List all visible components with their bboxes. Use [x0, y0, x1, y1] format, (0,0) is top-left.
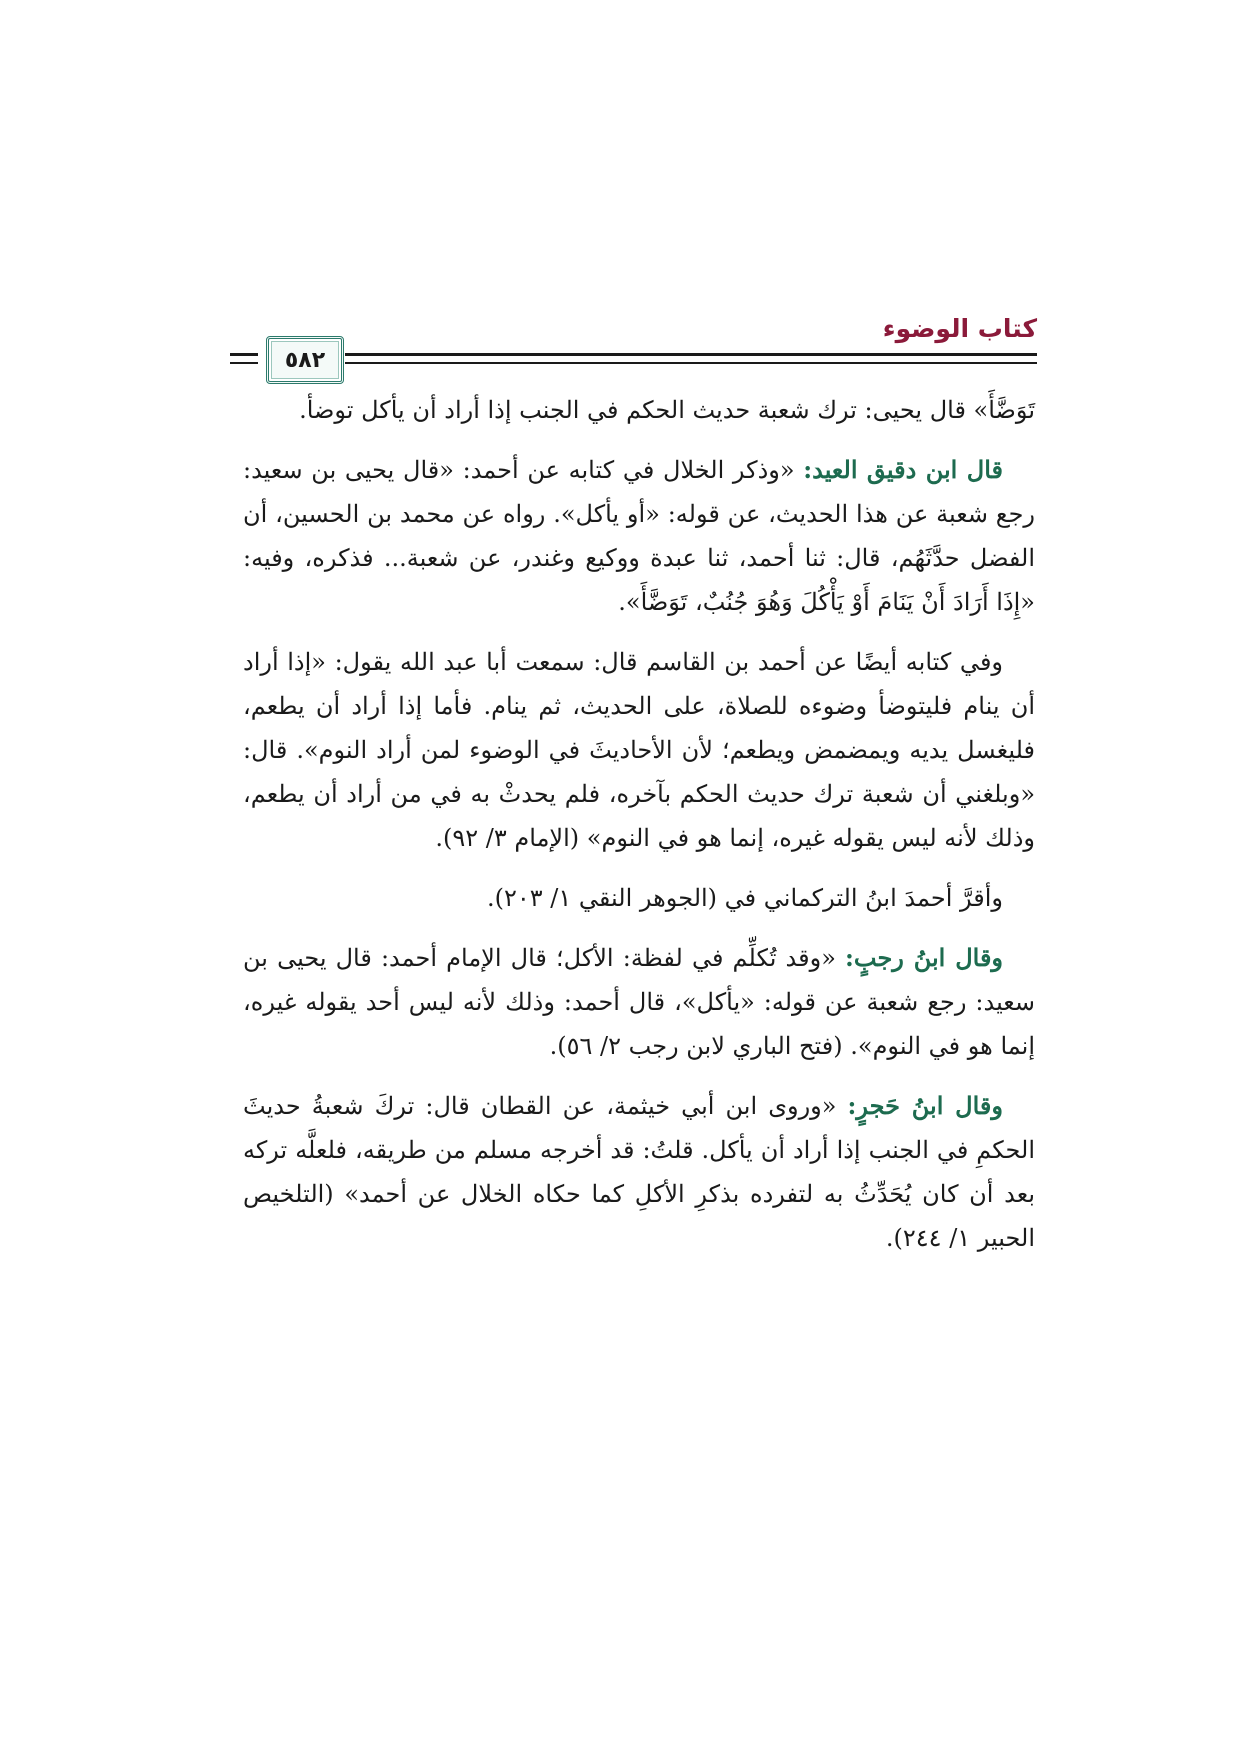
paragraph-text: تَوَضَّأَ» قال يحيى: ترك شعبة حديث الحكم في الجنب إذا أراد أن يأكل توضأ.: [299, 396, 1035, 424]
speaker-label: وقال ابنُ رجبٍ:: [845, 943, 1004, 972]
paragraph-text: «وقد تُكلِّم في لفظة: الأكل؛ قال الإمام أحمد: قال يحيى بن سعيد: رجع شعبة عن قوله: «يأكل»، قال أحمد: وذلك لأنه ليس أحد يقوله غيره، إنما هو في النوم». (فتح الباري لابن رجب ٢/ ٥٦).: [243, 944, 1035, 1060]
paragraph-text: «وروى ابن أبي خيثمة، عن القطان قال: تركَ شعبةُ حديثَ الحكمِ في الجنب إذا أراد أن يأكل. قلتُ: قد أخرجه مسلم من طريقه، فلعلَّه تركه بعد أن كان يُحَدِّثُ به لتفرده بذكرِ الأكلِ كما حكاه الخلال عن أحمد» (التلخيص الحبير ١/ ٢٤٤).: [243, 1092, 1036, 1252]
header-rule-left-top: [230, 353, 258, 356]
paragraph-3: [243, 640, 1035, 860]
page-body: [243, 388, 1035, 1276]
header-rule-left-bottom: [230, 362, 258, 364]
chapter-title: كتاب الوضوء: [882, 314, 1037, 343]
paragraph-ibn-hajar: [243, 1084, 1035, 1260]
paragraph-ibn-daqiq-al-eid: [243, 448, 1035, 624]
speaker-label: قال ابن دقيق العيد:: [803, 455, 1003, 484]
page-number: ٥٨٢: [284, 347, 326, 373]
paragraph-text: «وذكر الخلال في كتابه عن أحمد: «قال يحيى بن سعيد: رجع شعبة عن هذا الحديث، عن قوله: «أو يأكل». رواه عن محمد بن الحسين، أن الفضل حدَّثَهُم، قال: ثنا أحمد، ثنا عبدة ووكيع وغندر، عن شعبة... فذكره، وفيه: «إِذَا أَرَادَ أَنْ يَنَامَ أَوْ يَأْكُلَ وَهُوَ جُنُبٌ، تَوَضَّأَ».: [243, 456, 1035, 616]
paragraph-text: وفي كتابه أيضًا عن أحمد بن القاسم قال: سمعت أبا عبد الله يقول: «إذا أراد أن ينام فليتوضأ وضوءه للصلاة، على الحديث، ثم ينام. فأما إذا أراد أن يطعم، فليغسل يديه ويمضمض ويطعم؛ لأن الأحاديثَ في الوضوء لمن أراد النوم». قال: «وبلغني أن شعبة ترك حديث الحكم بآخره، فلم يحدثْ به في من أراد أن يطعم، وذلك لأنه ليس يقوله غيره، إنما هو في النوم» (الإمام ٣/ ٩٢).: [243, 648, 1035, 852]
page-number-frame: [266, 336, 344, 384]
header-rule-bottom: [345, 362, 1037, 364]
paragraph-ibn-rajab: [243, 936, 1035, 1068]
header-rule-top: [345, 353, 1037, 356]
paragraph-text: وأقرَّ أحمدَ ابنُ التركماني في (الجوهر النقي ١/ ٢٠٣).: [487, 884, 1003, 912]
paragraph-1: [243, 388, 1035, 432]
speaker-label: وقال ابنُ حَجرٍ:: [847, 1091, 1003, 1120]
page-header: [230, 300, 1037, 390]
paragraph-4: [243, 876, 1035, 920]
